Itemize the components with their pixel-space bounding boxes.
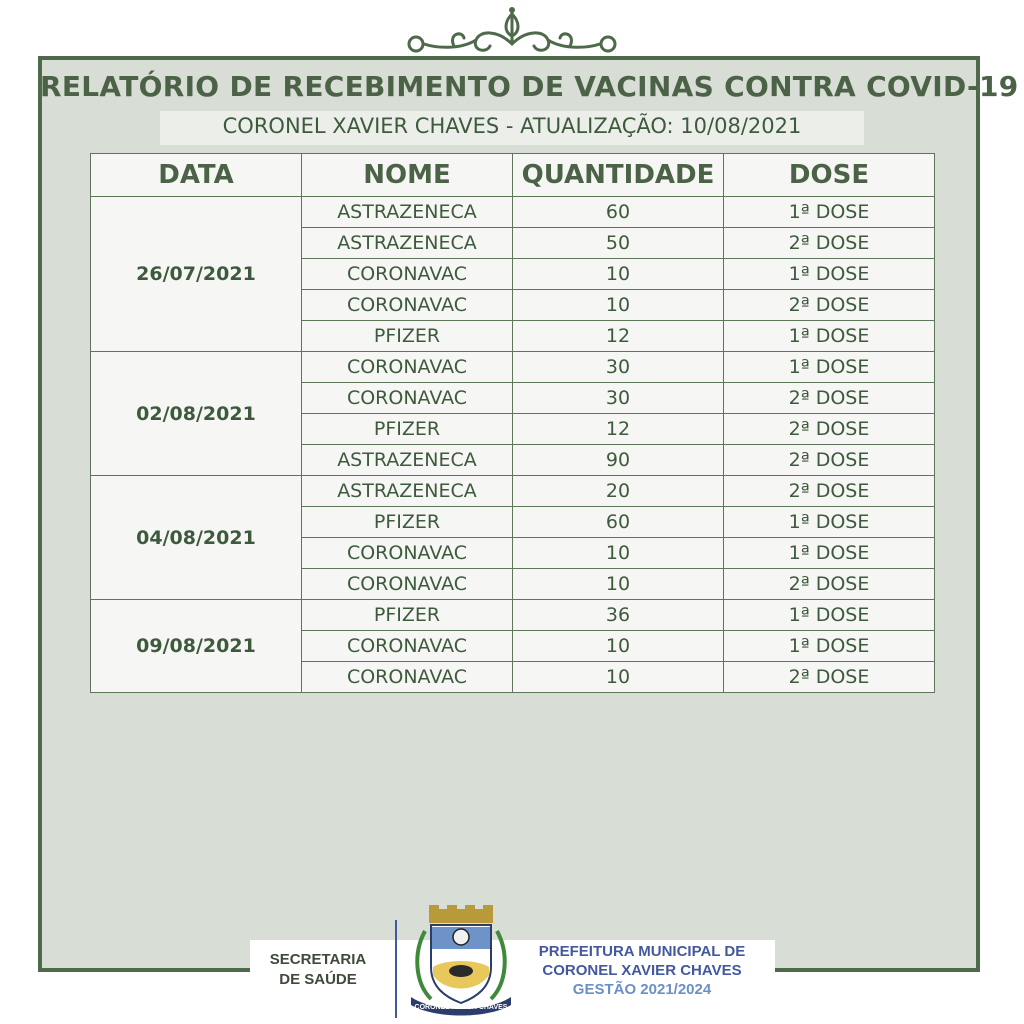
table-row [91, 476, 935, 507]
nome-cell: PFIZER [302, 414, 513, 445]
nome-cell: CORONAVAC [302, 662, 513, 693]
footer-divider [395, 920, 397, 1018]
table-row [91, 197, 935, 228]
dose-cell: 1ª DOSE [724, 259, 935, 290]
table-row [91, 600, 935, 631]
dose-cell: 2ª DOSE [724, 662, 935, 693]
table-header-row [91, 154, 935, 197]
gestao-label: GESTÃO 2021/2024 [572, 981, 712, 998]
quantidade-cell: 20 [513, 476, 724, 507]
quantidade-cell: 10 [513, 538, 724, 569]
nome-cell: ASTRAZENECA [302, 228, 513, 259]
nome-cell: PFIZER [302, 600, 513, 631]
nome-cell: CORONAVAC [302, 569, 513, 600]
quantidade-cell: 10 [513, 662, 724, 693]
quantidade-cell: 10 [513, 290, 724, 321]
quantidade-cell: 30 [513, 383, 724, 414]
nome-cell: CORONAVAC [302, 538, 513, 569]
crest-ribbon-text: CORONEL XAVIER CHAVES [414, 1004, 508, 1011]
quantidade-cell: 50 [513, 228, 724, 259]
dose-cell: 1ª DOSE [724, 352, 935, 383]
date-cell: 09/08/2021 [91, 600, 302, 693]
header-quantidade: QUANTIDADE [513, 154, 724, 197]
dose-cell: 1ª DOSE [724, 507, 935, 538]
dose-cell: 1ª DOSE [724, 538, 935, 569]
dose-cell: 1ª DOSE [724, 197, 935, 228]
dose-cell: 1ª DOSE [724, 321, 935, 352]
prefeitura-line-2: CORONEL XAVIER CHAVES [542, 962, 742, 979]
header-nome: NOME [302, 154, 513, 197]
flourish-ornament-icon [400, 4, 624, 60]
dose-cell: 1ª DOSE [724, 631, 935, 662]
nome-cell: CORONAVAC [302, 631, 513, 662]
quantidade-cell: 10 [513, 259, 724, 290]
dose-cell: 2ª DOSE [724, 228, 935, 259]
header-dose: DOSE [724, 154, 935, 197]
quantidade-cell: 36 [513, 600, 724, 631]
dose-cell: 2ª DOSE [724, 476, 935, 507]
dose-cell: 2ª DOSE [724, 445, 935, 476]
secretaria-line-2: DE SAÚDE [279, 971, 357, 988]
nome-cell: ASTRAZENECA [302, 476, 513, 507]
quantidade-cell: 90 [513, 445, 724, 476]
coat-of-arms-icon [405, 905, 517, 1017]
quantidade-cell: 10 [513, 631, 724, 662]
nome-cell: ASTRAZENECA [302, 445, 513, 476]
dose-cell: 2ª DOSE [724, 290, 935, 321]
page-title: RELATÓRIO DE RECEBIMENTO DE VACINAS CONTRA COVID-19 [40, 70, 1019, 103]
quantidade-cell: 10 [513, 569, 724, 600]
header-data: DATA [91, 154, 302, 197]
date-cell: 04/08/2021 [91, 476, 302, 600]
date-cell: 26/07/2021 [91, 197, 302, 352]
nome-cell: CORONAVAC [302, 352, 513, 383]
quantidade-cell: 12 [513, 321, 724, 352]
secretaria-line-1: SECRETARIA [269, 951, 367, 968]
dose-cell: 2ª DOSE [724, 383, 935, 414]
nome-cell: CORONAVAC [302, 259, 513, 290]
quantidade-cell: 60 [513, 507, 724, 538]
nome-cell: ASTRAZENECA [302, 197, 513, 228]
nome-cell: PFIZER [302, 321, 513, 352]
vaccine-table [90, 153, 935, 693]
quantidade-cell: 30 [513, 352, 724, 383]
nome-cell: CORONAVAC [302, 383, 513, 414]
prefeitura-label [520, 942, 764, 999]
nome-cell: PFIZER [302, 507, 513, 538]
table-row [91, 352, 935, 383]
quantidade-cell: 60 [513, 197, 724, 228]
date-cell: 02/08/2021 [91, 352, 302, 476]
dose-cell: 2ª DOSE [724, 414, 935, 445]
page-subtitle: CORONEL XAVIER CHAVES - ATUALIZAÇÃO: 10/08/2021 [222, 114, 802, 138]
dose-cell: 2ª DOSE [724, 569, 935, 600]
quantidade-cell: 12 [513, 414, 724, 445]
secretaria-label [256, 950, 380, 990]
nome-cell: CORONAVAC [302, 290, 513, 321]
prefeitura-line-1: PREFEITURA MUNICIPAL DE [538, 943, 746, 960]
dose-cell: 1ª DOSE [724, 600, 935, 631]
